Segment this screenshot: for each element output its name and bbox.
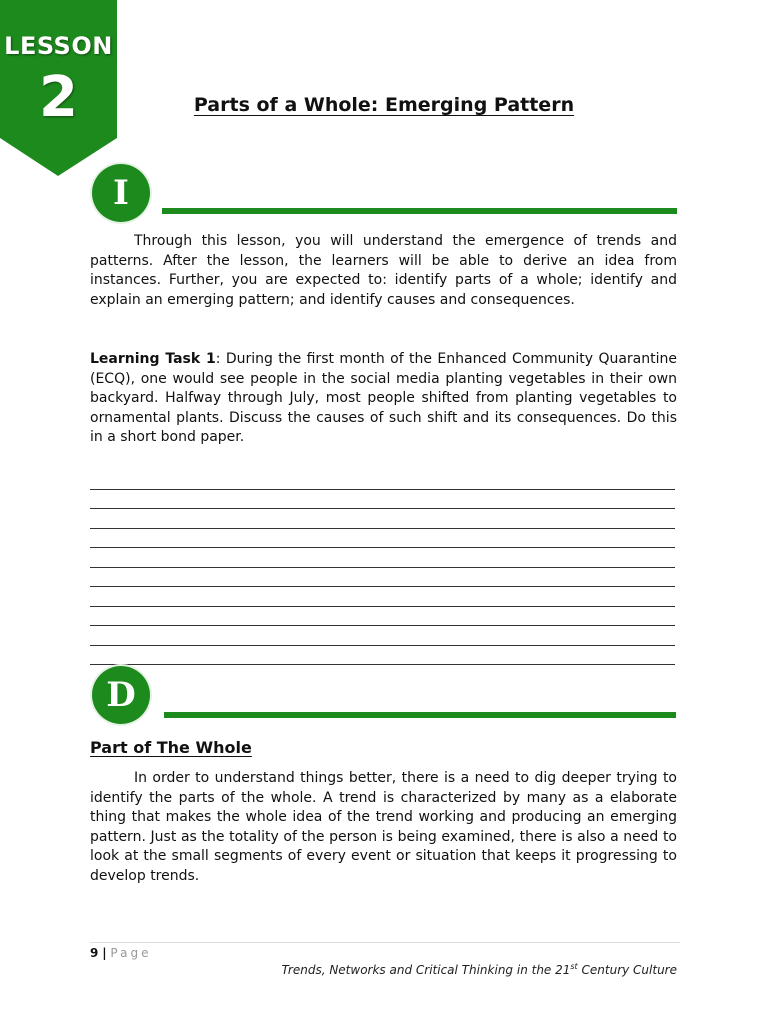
footer-text-before: Trends, Networks and Critical Thinking in the 21: [281, 963, 571, 977]
answer-line: [90, 509, 675, 529]
intro-paragraph: Through this lesson, you will understand the emergence of trends and patterns. After the lesson, the learners will be able to derive an idea from instances. Further, you are expected to: identify parts of a whole; identify and explain an emerging pattern; and identify causes and consequences.: [90, 233, 677, 308]
learning-task-paragraph: [90, 350, 677, 448]
answer-line: [90, 626, 675, 646]
lesson-label: LESSON: [4, 32, 113, 60]
answer-line: [90, 529, 675, 549]
footer-course-title: [282, 962, 678, 977]
section-i-rule: [162, 208, 677, 214]
section-d-rule: [164, 712, 676, 718]
answer-line: [90, 587, 675, 607]
answer-line: [90, 548, 675, 568]
learning-task-text: : During the first month of the Enhanced Community Quarantine (ECQ), one would see people in the social media planting vegetables in their own backyard. Halfway through July, most people shifted from planting vegetables to ornamental plants. Discuss the causes of such shift and its consequences. Do this in a short bond paper.: [90, 351, 677, 445]
answer-line: [90, 568, 675, 588]
page-word: Page: [110, 946, 152, 960]
page-title: Parts of a Whole: Emerging Pattern: [193, 94, 575, 116]
answer-line: [90, 470, 675, 490]
body-paragraph: In order to understand things better, there is a need to dig deeper trying to identify the parts of the whole. A trend is characterized by many as a elaborate thing that makes the whole idea of the trend working and producing an emerging pattern. Just as the totality of the person is being examined, there is also a need to look at the small segments of every event or situation that keeps it progressing to develop trends.: [90, 770, 677, 884]
page-separator: |: [102, 946, 107, 960]
answer-line: [90, 490, 675, 510]
lesson-badge: [0, 0, 117, 176]
answer-lines: [90, 470, 675, 665]
footer-divider: [90, 942, 680, 943]
section-d-icon: D: [92, 666, 150, 724]
lesson-number: 2: [39, 65, 78, 130]
section-i-icon: I: [92, 164, 150, 222]
answer-line: [90, 607, 675, 627]
page-number-block: [90, 946, 151, 960]
part-of-whole-heading: Part of The Whole: [90, 738, 252, 757]
page-number: 9: [90, 946, 99, 960]
answer-line: [90, 646, 675, 666]
footer-superscript: st: [570, 962, 578, 971]
learning-task-label: Learning Task 1: [90, 351, 216, 367]
footer-text-after: Century Culture: [577, 963, 677, 977]
